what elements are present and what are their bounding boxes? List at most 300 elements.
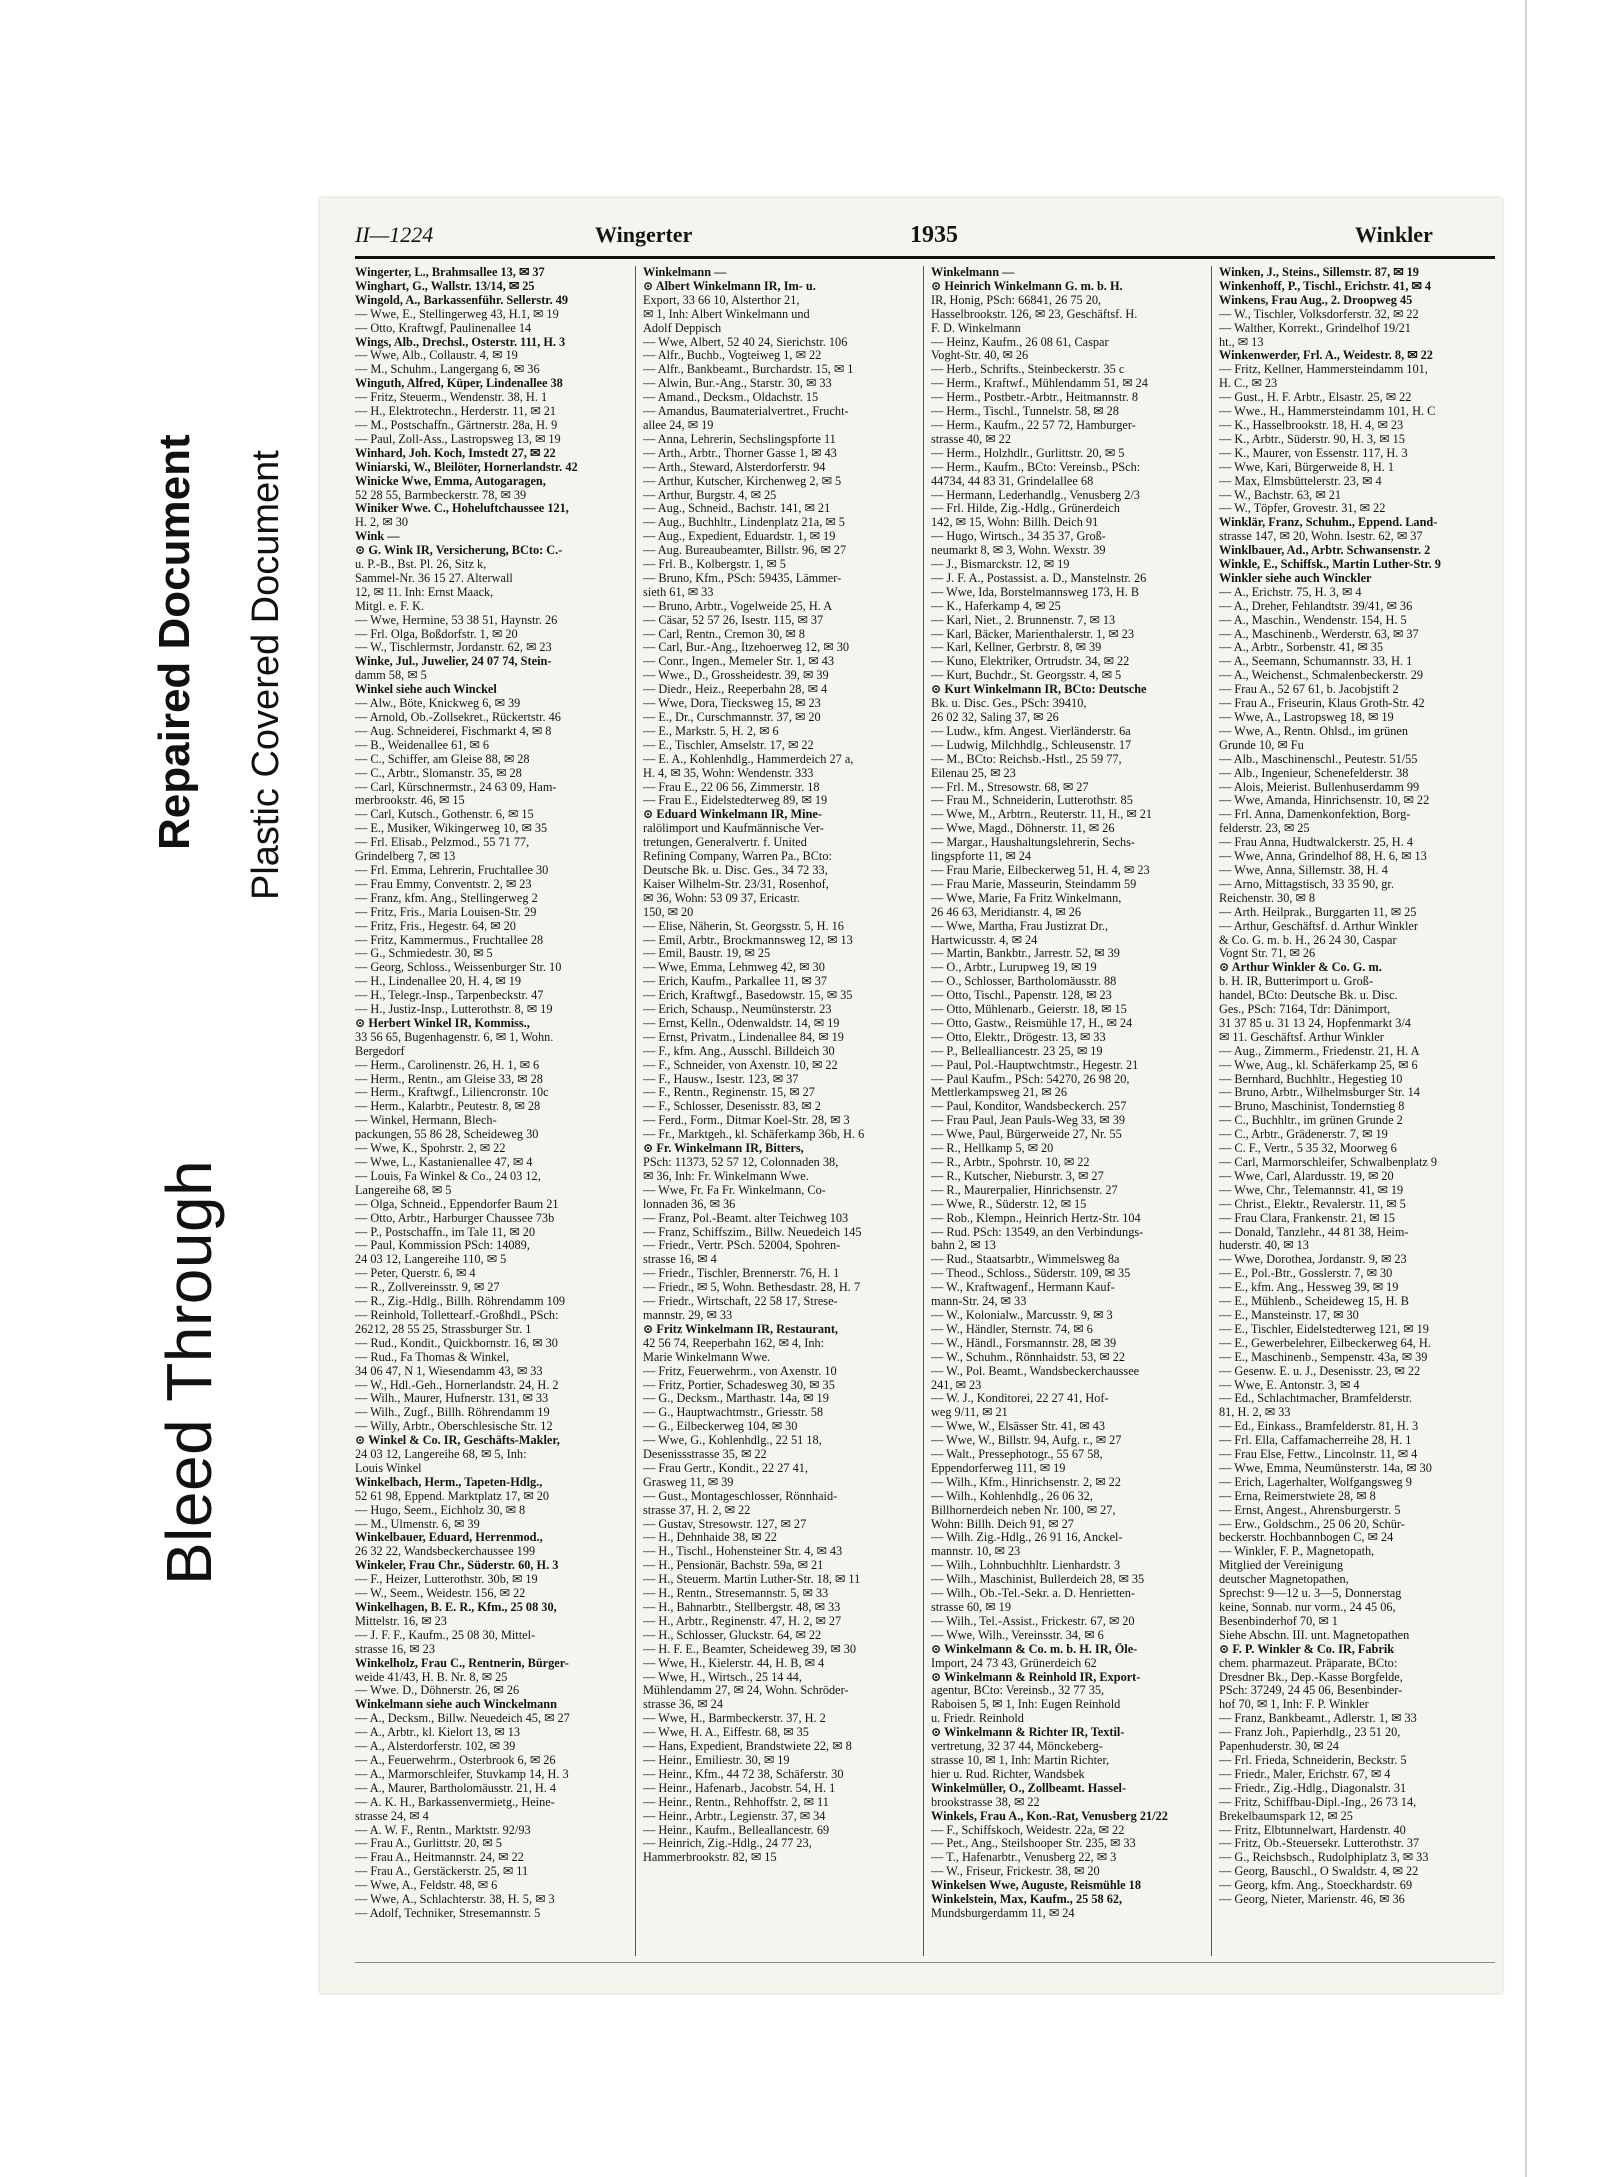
directory-entry-line: — H., Rentn., Stresemannstr. 5, ✉ 33 [643, 1587, 829, 1601]
directory-entry-line: 241, ✉ 23 [931, 1378, 982, 1392]
directory-entry-line: strasse 40, ✉ 22 [931, 432, 1011, 446]
directory-entry-line: allee 24, ✉ 19 [643, 418, 714, 432]
directory-entry-line: — H., Telegr.-Insp., Tarpenbeckstr. 47 [355, 989, 544, 1003]
directory-entry-line: — Fr., Marktgeh., kl. Schäferkamp 36b, H. 6 [643, 1128, 865, 1142]
directory-entry-line: — Wwe, H., Wirtsch., 25 14 44, [643, 1670, 802, 1684]
directory-entry-line: — Hans, Expedient, Brandstwiete 22, ✉ 8 [643, 1740, 852, 1754]
directory-entry-line: strasse 16, ✉ 23 [355, 1642, 435, 1656]
directory-entry-line: 42 56 74, Reeperbahn 162, ✉ 4, Inh: [643, 1336, 825, 1350]
directory-entry-line: — Frl. Ella, Caffamacherreihe 28, H. 1 [1219, 1434, 1412, 1448]
directory-entry-line: — G., Schmiedestr. 30, ✉ 5 [355, 947, 493, 961]
directory-entry-line: — Emil, Baustr. 19, ✉ 25 [643, 947, 771, 961]
directory-entry-line: Raboisen 5, ✉ 1, Inh: Eugen Reinhold [931, 1698, 1121, 1712]
directory-entry-line: 34 06 47, N 1, Wiesendamm 43, ✉ 33 [355, 1364, 543, 1378]
directory-entry-line: ⊙ G. Wink IR, Versicherung, BCto: C.- [355, 544, 563, 558]
directory-entry-line: Mittelstr. 16, ✉ 23 [355, 1614, 447, 1628]
directory-entry-line: ⊙ Arthur Winkler & Co. G. m. [1219, 961, 1382, 975]
page-edge [1525, 0, 1527, 2177]
directory-entry-line: — Erna, Reimerstwiete 28, ✉ 8 [1219, 1489, 1376, 1503]
directory-entry-line: mann-Str. 24, ✉ 33 [931, 1295, 1027, 1309]
directory-entry-line: 31 37 85 u. 31 13 24, Hopfenmarkt 3/4 [1219, 1016, 1411, 1030]
directory-entry-line: — Fritz, Feuerwehrm., von Axenstr. 10 [643, 1364, 837, 1378]
directory-entry-line: ⊙ Albert Winkelmann IR, Im- u. [643, 279, 816, 293]
directory-entry-line: — G., Decksm., Marthastr. 14a, ✉ 19 [643, 1392, 829, 1406]
directory-entry-line: Winiker Wwe. C., Hoheluftchaussee 121, [355, 502, 569, 516]
directory-entry-line: — Frau A., 52 67 61, b. Jacobjstift 2 [1219, 683, 1399, 697]
directory-entry-line: — Hermann, Lederhandlg., Venusberg 2/3 [931, 488, 1140, 502]
directory-entry-line: hof 70, ✉ 1, Inh: F. P. Winkler [1219, 1698, 1369, 1712]
directory-entry-line: keine, Sonnab. nur vorm., 24 45 06, [1219, 1601, 1396, 1614]
directory-entry-line: — Martin, Bankbtr., Jarrestr. 52, ✉ 39 [931, 947, 1120, 961]
directory-entry-line: Winkenwerder, Frl. A., Weidestr. 8, ✉ 22 [1219, 349, 1433, 363]
directory-entry-line: — Rob., Klempn., Heinrich Hertz-Str. 104 [931, 1211, 1141, 1225]
directory-entry-line: — Wwe, Emma, Lehmweg 42, ✉ 30 [643, 961, 825, 975]
plastic-covered-label: Plastic Covered Document [245, 450, 287, 900]
directory-entry-line: strasse 36, ✉ 24 [643, 1698, 723, 1712]
directory-entry-line: ✉ 1, Inh: Albert Winkelmann und [643, 307, 810, 321]
directory-entry-line: brookstrasse 38, ✉ 22 [931, 1795, 1040, 1809]
directory-entry-line: — Max, Elmsbüttelerstr. 23, ✉ 4 [1219, 474, 1382, 488]
directory-entry-line: — Hugo, Wirtsch., 34 35 37, Groß- [931, 530, 1106, 544]
directory-entry-line: — R., Maurerpalier, Hinrichsenstr. 27 [931, 1183, 1118, 1197]
directory-entry-line: — Anna, Lehrerin, Sechslingspforte 11 [643, 432, 836, 446]
directory-entry-line: 24 03 12, Langereihe 68, ✉ 5, Inh: [355, 1448, 527, 1462]
directory-entry-line: beckerstr. Hochbannbogen C, ✉ 24 [1219, 1531, 1394, 1545]
directory-entry-line: — Frl. Emma, Lehrerin, Fruchtallee 30 [355, 863, 549, 877]
directory-entry-line: — M., Ulmenstr. 6, ✉ 39 [355, 1517, 480, 1531]
directory-entry-line: 81, H. 2, ✉ 33 [1219, 1406, 1291, 1420]
directory-entry-line: Wohn: Billh. Deich 91, ✉ 27 [931, 1517, 1074, 1531]
directory-entry-line: — F., kfm. Ang., Ausschl. Billdeich 30 [643, 1044, 835, 1058]
directory-entry-line: — H., Schlosser, Gluckstr. 64, ✉ 22 [643, 1628, 822, 1642]
directory-entry-line: — Wwe, A., Lastropsweg 18, ✉ 19 [1219, 711, 1394, 724]
directory-entry-line: — M., Schuhm., Langergang 6, ✉ 36 [355, 363, 540, 377]
directory-entry-line: — Karl, Niet., 2. Brunnenstr. 7, ✉ 13 [931, 613, 1116, 627]
directory-entry-line: — Wwe. D., Döhnerstr. 26, ✉ 26 [355, 1684, 520, 1698]
directory-entry-line: — Winkler, F. P., Magnetopath, [1219, 1545, 1375, 1559]
directory-entry-line: — Heinr., Kaufm., Belleallancestr. 69 [643, 1823, 830, 1837]
directory-entry-line: — Alb., Maschinenschl., Peutestr. 51/55 [1219, 752, 1418, 766]
directory-entry-line: — Frau Gertr., Kondit., 22 27 41, [643, 1461, 808, 1475]
directory-entry-line: — Peter, Querstr. 6, ✉ 4 [355, 1267, 476, 1281]
directory-entry-line: — Arthur, Geschäftsf. d. Arthur Winkler [1219, 919, 1418, 933]
directory-entry-line: — Wwe, Wilh., Vereinsstr. 34, ✉ 6 [931, 1628, 1104, 1642]
directory-entry-line: — J., Bismarckstr. 12, ✉ 19 [931, 558, 1070, 572]
directory-entry-line: — Wwe, E., Stellingerweg 43, H.1, ✉ 19 [355, 307, 559, 321]
directory-entry-line: — Paul, Zoll-Ass., Lastropsweg 13, ✉ 19 [355, 432, 561, 446]
directory-entry-line: — Alw., Böte, Knickweg 6, ✉ 39 [355, 697, 521, 711]
directory-entry-line: ⊙ Fritz Winkelmann IR, Restaurant, [643, 1322, 838, 1336]
directory-entry-line: Vognt Str. 71, ✉ 26 [1219, 947, 1316, 961]
directory-entry-line: ⊙ Eduard Winkelmann IR, Mine- [643, 808, 822, 822]
directory-entry-line: Sammel-Nr. 36 15 27. Alterwall [355, 571, 513, 585]
directory-entry-line: — Wilh., Zugf., Billh. Röhrendamm 19 [355, 1406, 550, 1420]
directory-entry-line: — Wwe, E. Antonstr. 3, ✉ 4 [1219, 1378, 1360, 1392]
directory-entry-line: — Friedr., Wirtschaft, 22 58 17, Strese- [643, 1295, 838, 1309]
directory-entry-line: — Ed., Schlachtmacher, Bramfelderstr. [1219, 1392, 1413, 1406]
directory-entry-line: — Wwe, Anna, Grindelhof 88, H. 6, ✉ 13 [1219, 850, 1427, 864]
directory-entry-line: — Wilh., Ob.-Tel.-Sekr. a. D. Henrietten- [931, 1587, 1135, 1601]
directory-entry-line: — W., Bachstr. 63, ✉ 21 [1219, 488, 1342, 502]
directory-entry-line: — W., Töpfer, Grovestr. 31, ✉ 22 [1219, 502, 1386, 516]
directory-entry-line: huderstr. 40, ✉ 13 [1219, 1239, 1309, 1253]
directory-entry-line: — Fritz, Kellner, Hammersteindamm 101, [1219, 363, 1428, 377]
directory-entry-line: — K., Haferkamp 4, ✉ 25 [931, 599, 1061, 613]
directory-entry-line: — Wwe, R., Süderstr. 12, ✉ 15 [931, 1197, 1087, 1211]
directory-entry-line: — Wwe, A., Feldstr. 48, ✉ 6 [355, 1879, 498, 1893]
directory-entry-line: Winke, Jul., Juwelier, 24 07 74, Stein- [355, 655, 552, 669]
directory-entry-line: — Arthur, Burgstr. 4, ✉ 25 [643, 488, 777, 502]
directory-entry-line: — A., Arbtr., Sorbenstr. 41, ✉ 35 [1219, 641, 1384, 655]
directory-entry-line: — Carl, Kutsch., Gothenstr. 6, ✉ 15 [355, 808, 534, 822]
directory-entry-line: H. 2, ✉ 30 [355, 516, 409, 530]
directory-entry-line: tretungen, Generalvertr. f. United [643, 836, 807, 850]
directory-entry-line: — Herm., Kraftwgf., Liliencronstr. 10c [355, 1086, 549, 1100]
directory-entry-line: — Wwe, Dora, Tiecksweg 15, ✉ 23 [643, 697, 821, 711]
directory-entry-line: — E., Markstr. 5, H. 2, ✉ 6 [643, 724, 779, 738]
directory-entry-line: — Wwe, Alb., Collaustr. 4, ✉ 19 [355, 349, 518, 363]
directory-entry-line: — Frl. Elisab., Pelzmod., 55 71 77, [355, 836, 530, 850]
directory-entry-line: — Wwe, H. A., Eiffestr. 68, ✉ 35 [643, 1726, 809, 1740]
directory-entry-line: — Wwe, Aug., kl. Schäferkamp 25, ✉ 6 [1219, 1058, 1418, 1072]
directory-entry-line: H. C., ✉ 23 [1219, 377, 1278, 391]
directory-entry-line: — Wwe., H., Hammersteindamm 101, H. C [1219, 405, 1436, 419]
directory-entry-line: — W., Friseur, Frickestr. 38, ✉ 20 [931, 1865, 1100, 1879]
directory-entry-line: Adolf Deppisch [643, 321, 722, 335]
directory-entry-line: — Wwe, Hermine, 53 38 51, Haynstr. 26 [355, 613, 558, 627]
directory-entry-line: F. D. Winkelmann [931, 321, 1021, 335]
directory-entry-line: Winkler siehe auch Winckler [1219, 571, 1372, 585]
directory-entry-line: — H., Lindenallee 20, H. 4, ✉ 19 [355, 975, 522, 989]
directory-entry-line: 150, ✉ 20 [643, 905, 694, 919]
directory-entry-line: Hasselbrookstr. 126, ✉ 23, Geschäftsf. H. [931, 307, 1138, 321]
directory-entry-line: — Erich, Schausp., Neumünsterstr. 23 [643, 1003, 832, 1017]
directory-entry-line: Winken, J., Steins., Sillemstr. 87, ✉ 19 [1219, 266, 1419, 279]
directory-entry-line: — J. F. A., Postassist. a. D., Manstelnstr. 26 [931, 571, 1147, 585]
directory-entry-line: — Karl, Kellner, Gerbrstr. 8, ✉ 39 [931, 641, 1102, 655]
directory-entry-line: — E., kfm. Ang., Hessweg 39, ✉ 19 [1219, 1281, 1399, 1295]
directory-entry-line: — Diedr., Heiz., Reeperbahn 28, ✉ 4 [643, 683, 828, 697]
directory-entry-line: 52 61 98, Eppend. Marktplatz 17, ✉ 20 [355, 1489, 550, 1503]
directory-entry-line: — A., Seemann, Schumannstr. 33, H. 1 [1219, 655, 1413, 669]
directory-entry-line: 142, ✉ 15, Wohn: Billh. Deich 91 [931, 516, 1099, 530]
directory-entry-line: — E., Pol.-Btr., Gosslerstr. 7, ✉ 30 [1219, 1267, 1393, 1281]
directory-entry-line: Winguth, Alfred, Küper, Lindenallee 38 [355, 377, 563, 391]
directory-entry-line: — Carl, Bur.-Ang., Itzehoerweg 12, ✉ 30 [643, 641, 849, 655]
directory-entry-line: Bk. u. Disc. Ges., PSch: 39410, [931, 697, 1087, 711]
directory-entry-line: sieth 61, ✉ 33 [643, 585, 714, 599]
directory-entry-line: strasse 147, ✉ 20, Wohn. Isestr. 62, ✉ 37 [1219, 530, 1423, 544]
directory-entry-line: — Wwe, W., Elsässer Str. 41, ✉ 43 [931, 1420, 1106, 1434]
directory-entry-line: — Bruno, Maschinist, Tondernstieg 8 [1219, 1100, 1405, 1114]
directory-entry-line: ht., ✉ 13 [1219, 335, 1264, 349]
directory-entry-line: — Walt., Pressephotogr., 55 67 58, [931, 1448, 1103, 1462]
directory-entry-line: weide 41/43, H. B. Nr. 8, ✉ 25 [355, 1670, 508, 1684]
directory-entry-line: Mitgl. e. F. K. [355, 599, 425, 613]
directory-entry-line: — Conr., Ingen., Memeler Str. 1, ✉ 43 [643, 655, 834, 669]
directory-entry-line: — K., Arbtr., Süderstr. 90, H. 3, ✉ 15 [1219, 432, 1405, 446]
directory-entry-line: Winghart, G., Wallstr. 13/14, ✉ 25 [355, 279, 535, 293]
directory-entry-line: — B., Weidenallee 61, ✉ 6 [355, 738, 490, 752]
directory-entry-line: — Aug. Schneiderei, Fischmarkt 4, ✉ 8 [355, 724, 552, 738]
directory-entry-line: — Herm., Holzhdlr., Gurlittstr. 20, ✉ 5 [931, 446, 1125, 460]
directory-entry-line: — Frau A., Heitmannstr. 24, ✉ 22 [355, 1851, 524, 1865]
directory-entry-line: H. 4, ✉ 35, Wohn: Wendenstr. 333 [643, 766, 814, 780]
directory-entry-line: — Arno, Mittagstisch, 33 35 90, gr. [1219, 877, 1394, 891]
directory-entry-line: Eilenau 25, ✉ 23 [931, 766, 1016, 780]
directory-entry-line: — Aug., Expedient, Eduardstr. 1, ✉ 19 [643, 530, 836, 544]
directory-entry-line: — Carl, Kürschnermstr., 24 63 09, Ham- [355, 780, 557, 794]
directory-entry-line: — Wwe, M., Arbtrn., Reuterstr. 11, H., ✉ 21 [931, 808, 1153, 822]
directory-entry-line: Mundsburgerdamm 11, ✉ 24 [931, 1906, 1075, 1920]
directory-entry-line: — W., Tischler, Volksdorferstr. 32, ✉ 22 [1219, 307, 1419, 321]
directory-entry-line: — Carl, Rentn., Cremon 30, ✉ 8 [643, 627, 805, 641]
directory-entry-line: — G., Eilbeckerweg 104, ✉ 30 [643, 1420, 798, 1434]
directory-entry-line: — Frau A., Gerstäckerstr. 25, ✉ 11 [355, 1865, 529, 1879]
directory-entry-line: b. H. IR, Butterimport u. Groß- [1219, 975, 1374, 989]
directory-entry-line: — E., Dr., Curschmannstr. 37, ✉ 20 [643, 711, 821, 724]
directory-entry-line: — Aug. Bureaubeamter, Billstr. 96, ✉ 27 [643, 544, 847, 558]
directory-entry-line: — Erich, Lagerhalter, Wolfgangsweg 9 [1219, 1475, 1412, 1489]
directory-entry-line: Winiarski, W., Bleilöter, Hornerlandstr. 42 [355, 460, 578, 474]
directory-entry-line: — Otto, Gastw., Reismühle 17, H., ✉ 24 [931, 1016, 1133, 1030]
directory-entry-line: — H., Pensionär, Bachstr. 59a, ✉ 21 [643, 1559, 824, 1573]
directory-entry-line: — Wwe, L., Kastanienallee 47, ✉ 4 [355, 1156, 533, 1169]
directory-entry-line: strasse 24, ✉ 4 [355, 1809, 429, 1823]
directory-entry-line: — A., Dreher, Fehlandtstr. 39/41, ✉ 36 [1219, 599, 1413, 613]
directory-entry-line: — Frau E., Eidelstedterweg 89, ✉ 19 [643, 794, 828, 808]
directory-entry-line: & Co. G. m. b. H., 26 24 30, Caspar [1219, 933, 1397, 947]
directory-entry-line: — Wwe, H., Barmbeckerstr. 37, H. 2 [643, 1712, 826, 1726]
directory-entry-line: Winkel siehe auch Winckel [355, 683, 497, 697]
directory-entry-line: Besenbinderhof 70, ✉ 1 [1219, 1614, 1338, 1628]
directory-column-3 [931, 266, 1203, 1956]
directory-entry-line: — Wwe, A., Schlachterstr. 38, H. 5, ✉ 3 [355, 1893, 555, 1907]
directory-entry-line: — Arnold, Ob.-Zollsekret., Rückertstr. 46 [355, 711, 561, 724]
directory-entry-line: — Friedr., Maler, Erichstr. 67, ✉ 4 [1219, 1767, 1391, 1781]
directory-entry-line: — Frl. Olga, Boßdorfstr. 1, ✉ 20 [355, 627, 518, 641]
directory-entry-line: — Aug., Schneid., Bachstr. 141, ✉ 21 [643, 502, 831, 516]
directory-entry-line: — Gustav, Stresowstr. 127, ✉ 27 [643, 1517, 807, 1531]
directory-entry-line: Dresdner Bk., Dep.-Kasse Borgfelde, [1219, 1670, 1403, 1684]
directory-entry-line: — Otto, Elektr., Drögestr. 13, ✉ 33 [931, 1030, 1106, 1044]
directory-entry-line: strasse 60, ✉ 19 [931, 1601, 1011, 1614]
directory-entry-line: Wingold, A., Barkassenführ. Sellerstr. 49 [355, 293, 569, 307]
directory-entry-line: — Wwe, H., Kielerstr. 44, H. B, ✉ 4 [643, 1656, 825, 1670]
directory-entry-line: 26 32 22, Wandsbeckerchaussee 199 [355, 1545, 536, 1559]
directory-entry-line: — Ernst, Kelln., Odenwaldstr. 14, ✉ 19 [643, 1016, 840, 1030]
directory-entry-line: mannstr. 10, ✉ 23 [931, 1545, 1021, 1559]
directory-entry-line: — Frl. M., Stresowstr. 68, ✉ 27 [931, 780, 1089, 794]
directory-entry-line: — Fritz, Fris., Maria Louisen-Str. 29 [355, 905, 537, 919]
directory-entry-line: — T., Hafenarbtr., Venusberg 22, ✉ 3 [931, 1851, 1117, 1865]
directory-entry-line: 12, ✉ 11. Inh: Ernst Maack, [355, 585, 494, 599]
directory-entry-line: — Bruno, Arbtr., Wilhelmsburger Str. 14 [1219, 1086, 1420, 1100]
directory-entry-line: — Wilh., Maurer, Hufnerstr. 131, ✉ 33 [355, 1392, 549, 1406]
directory-entry-line: Kaiser Wilhelm-Str. 23/31, Rosenhof, [643, 877, 829, 891]
directory-entry-line: — Wwe, Amanda, Hinrichsenstr. 10, ✉ 22 [1219, 794, 1430, 808]
page-header [355, 222, 1495, 250]
directory-entry-line: Sprechst: 9—12 u. 3—5, Donnerstag [1219, 1587, 1402, 1601]
directory-entry-line: chem. pharmazeut. Präparate, BCto: [1219, 1656, 1398, 1670]
directory-entry-line: — O., Arbtr., Lurupweg 19, ✉ 19 [931, 961, 1097, 975]
directory-entry-line: IR, Honig, PSch: 66841, 26 75 20, [931, 293, 1102, 307]
directory-entry-line: — Georg, Schloss., Weissenburger Str. 10 [355, 961, 562, 975]
directory-entry-line: — Wwe, K., Spohrstr. 2, ✉ 22 [355, 1142, 506, 1156]
directory-entry-line: Winkelstein, Max, Kaufm., 25 58 62, [931, 1893, 1123, 1907]
directory-entry-line: — Arth. Heilprak., Burggarten 11, ✉ 25 [1219, 905, 1417, 919]
directory-entry-line: ⊙ Winkel & Co. IR, Geschäfts-Makler, [355, 1434, 560, 1448]
directory-entry-line: — W., Kraftwagenf., Hermann Kauf- [931, 1281, 1115, 1295]
directory-entry-line: Papenhuderstr. 30, ✉ 24 [1219, 1740, 1339, 1754]
directory-entry-line: — Frau A., Gurlittstr. 20, ✉ 5 [355, 1837, 502, 1851]
directory-entry-line: Desenissstrasse 35, ✉ 22 [643, 1448, 767, 1462]
directory-entry-line: — E. A., Kohlenhdlg., Hammerdeich 27 a, [643, 752, 854, 766]
directory-entry-line: — Wilh. Zig.-Hdlg., 26 91 16, Anckel- [931, 1531, 1123, 1545]
directory-entry-line: — C., Schiffer, am Gleise 88, ✉ 28 [355, 752, 530, 766]
directory-entry-line: — W., Seem., Weidestr. 156, ✉ 22 [355, 1587, 526, 1601]
directory-entry-line: — Heinr., Arbtr., Legienstr. 37, ✉ 34 [643, 1809, 826, 1823]
directory-entry-line: — Paul, Konditor, Wandsbeckerch. 257 [931, 1100, 1127, 1114]
directory-entry-line: — Fritz, Schiffbau-Dipl.-Ing., 26 73 14, [1219, 1795, 1417, 1809]
directory-entry-line: Export, 33 66 10, Alsterthor 21, [643, 293, 800, 307]
directory-entry-line: — Herm., Tischl., Tunnelstr. 58, ✉ 28 [931, 405, 1119, 419]
directory-entry-line: — Wwe, G., Kohlenhdlg., 22 51 18, [643, 1434, 822, 1448]
directory-entry-line: — Fritz, Kammermus., Fruchtallee 28 [355, 933, 544, 947]
directory-entry-line: Winkelmann — [931, 266, 1015, 279]
directory-entry-line: — W., Kolonialw., Marcusstr. 9, ✉ 3 [931, 1308, 1113, 1322]
directory-entry-line: — Wwe., D., Grossheidestr. 39, ✉ 39 [643, 669, 829, 683]
directory-entry-line: — E., Maschinenb., Sempenstr. 43a, ✉ 39 [1219, 1350, 1428, 1364]
header-rule [355, 256, 1495, 259]
directory-entry-line: — H., Elektrotechn., Herderstr. 11, ✉ 21 [355, 405, 557, 419]
directory-entry-line: — Ludw., kfm. Angest. Vierländerstr. 6a [931, 724, 1131, 738]
directory-entry-line: strasse 37, H. 2, ✉ 22 [643, 1503, 751, 1517]
directory-entry-line: Winkle, E., Schiffsk., Martin Luther-Str. 9 [1219, 558, 1441, 572]
directory-entry-line: — Erich, Kraftwgf., Basedowstr. 15, ✉ 35 [643, 989, 853, 1003]
directory-entry-line: — A., Decksm., Billw. Neuedeich 45, ✉ 27 [355, 1712, 570, 1726]
directory-entry-line: — Heinr., Kfm., 44 72 38, Schäferstr. 30 [643, 1767, 844, 1781]
directory-entry-line: merbrookstr. 46, ✉ 15 [355, 794, 465, 808]
directory-entry-line: — Rud., Kondit., Quickbornstr. 16, ✉ 30 [355, 1336, 558, 1350]
directory-entry-line: neumarkt 8, ✉ 3, Wohn. Wexstr. 39 [931, 544, 1106, 558]
directory-entry-line: Wingerter, L., Brahmsallee 13, ✉ 37 [355, 266, 545, 279]
directory-entry-line: — Heinrich, Zig.-Hdlg., 24 77 23, [643, 1837, 812, 1851]
directory-entry-line: — Frl. B., Kolbergstr. 1, ✉ 5 [643, 558, 786, 572]
directory-entry-line: — H., Arbtr., Reginenstr. 47, H. 2, ✉ 27 [643, 1614, 842, 1628]
directory-entry-line: Hartwicusstr. 4, ✉ 24 [931, 933, 1038, 947]
directory-entry-line: Louis Winkel [355, 1461, 422, 1475]
directory-entry-line: — K., Hasselbrookstr. 18, H. 4, ✉ 23 [1219, 418, 1404, 432]
directory-entry-line: strasse 10, ✉ 1, Inh: Martin Richter, [931, 1753, 1110, 1767]
directory-entry-line: lingspforte 11, ✉ 24 [931, 850, 1032, 864]
directory-entry-line: — Friedr., Vertr. PSch. 52004, Spohren- [643, 1239, 841, 1253]
directory-entry-line: — A., Alsterdorferstr. 102, ✉ 39 [355, 1740, 516, 1754]
directory-entry-line: — H., Tischl., Hohensteiner Str. 4, ✉ 43 [643, 1545, 843, 1559]
directory-entry-line: — Georg, Nieter, Marienstr. 46, ✉ 36 [1219, 1893, 1405, 1907]
directory-entry-line: — Fritz, Fris., Hegestr. 64, ✉ 20 [355, 919, 516, 933]
directory-entry-line: — Aug., Zimmerm., Friedenstr. 21, H. A [1219, 1044, 1420, 1058]
directory-entry-line: — Friedr., ✉ 5, Wohn. Bethesdastr. 28, H. 7 [643, 1281, 861, 1295]
directory-entry-line: — Rud., Staatsarbtr., Wimmelsweg 8a [931, 1253, 1120, 1267]
directory-column-4 [1219, 266, 1495, 1956]
directory-entry-line: — Donald, Tanzlehr., 44 81 38, Heim- [1219, 1225, 1409, 1239]
directory-entry-line: — Amandus, Baumaterialvertret., Frucht- [643, 405, 849, 419]
directory-entry-line: — Wilh., Maschinist, Bullerdeich 28, ✉ 35 [931, 1573, 1145, 1587]
directory-entry-line: — A., Feuerwehrm., Osterbrook 6, ✉ 26 [355, 1753, 556, 1767]
directory-entry-line: — Herm., Carolinenstr. 26, H. 1, ✉ 6 [355, 1058, 540, 1072]
directory-entry-line: — Aug., Buchhltr., Lindenplatz 21a, ✉ 5 [643, 516, 845, 530]
directory-entry-line: — C., Arbtr., Slomanstr. 35, ✉ 28 [355, 766, 522, 780]
directory-entry-line: — Frau Else, Fettw., Lincolnstr. 11, ✉ 4 [1219, 1448, 1418, 1462]
directory-entry-line: u. Friedr. Reinhold [931, 1712, 1024, 1726]
directory-entry-line: — Franz, Bankbeamt., Adlerstr. 1, ✉ 33 [1219, 1712, 1417, 1726]
footer-rule [355, 1962, 1495, 1963]
directory-entry-line: Winklbauer, Ad., Arbtr. Schwansenstr. 2 [1219, 544, 1431, 558]
directory-entry-line: packungen, 55 86 28, Scheideweg 30 [355, 1128, 539, 1142]
directory-entry-line: — Christ., Elektr., Revalerstr. 11, ✉ 5 [1219, 1197, 1406, 1211]
directory-entry-line: — F., Schiffskoch, Weidestr. 22a, ✉ 22 [931, 1823, 1125, 1837]
directory-entry-line: — Franz, kfm. Ang., Stellingerweg 2 [355, 891, 538, 905]
directory-entry-line: — F., Schlosser, Desenisstr. 83, ✉ 2 [643, 1100, 821, 1114]
directory-entry-line: — A., Maurer, Bartholomäusstr. 21, H. 4 [355, 1781, 557, 1795]
directory-entry-line: — Carl, Marmorschleifer, Schwalbenplatz 9 [1219, 1156, 1438, 1169]
directory-entry-line: Grindelberg 7, ✉ 13 [355, 850, 456, 864]
page-number: II—1224 [355, 222, 434, 247]
directory-entry-line: Grasweg 11, ✉ 39 [643, 1475, 734, 1489]
directory-entry-line: — Wwe, Albert, 52 40 24, Sierichstr. 106 [643, 335, 848, 349]
directory-entry-line: — F., Hausw., Isestr. 123, ✉ 37 [643, 1072, 799, 1086]
directory-entry-line: — A., Arbtr., kl. Kielort 13, ✉ 13 [355, 1726, 521, 1740]
directory-entry-line: — Wilh., Lohnbuchhltr. Lienhardstr. 3 [931, 1559, 1121, 1573]
directory-entry-line: — P., Postschaffn., im Tale 11, ✉ 20 [355, 1225, 536, 1239]
directory-entry-line: — Fritz, Ob.-Steuersekr. Lutterothstr. 37 [1219, 1837, 1420, 1851]
repaired-document-label: Repaired Document [150, 434, 199, 850]
directory-entry-line: bahn 2, ✉ 13 [931, 1239, 996, 1253]
directory-entry-line: ralölimport und Kaufmännische Ver- [643, 822, 824, 836]
directory-entry-line: — R., Kutscher, Nieburstr. 3, ✉ 27 [931, 1169, 1104, 1183]
directory-entry-line: — Ed., Einkass., Bramfelderstr. 81, H. 3 [1219, 1420, 1419, 1434]
directory-entry-line: — Alwin, Bur.-Ang., Starstr. 30, ✉ 33 [643, 377, 832, 391]
directory-entry-line: Winkenhoff, P., Tischl., Erichstr. 41, ✉ 4 [1219, 279, 1431, 293]
directory-entry-line: — Paul, Pol.-Hauptwchtmstr., Hegestr. 21 [931, 1058, 1139, 1072]
directory-column-2 [643, 266, 915, 1956]
column-divider [635, 266, 636, 1956]
directory-entry-line: — Adolf, Techniker, Stresemannstr. 5 [355, 1906, 541, 1920]
directory-entry-line: — Wwe, Dorothea, Jordanstr. 9, ✉ 23 [1219, 1253, 1407, 1267]
directory-entry-line: — Ferd., Form., Ditmar Koel-Str. 28, ✉ 3 [643, 1114, 850, 1128]
directory-entry-line: handel, BCto: Deutsche Bk. u. Disc. [1219, 989, 1398, 1003]
directory-entry-line: weg 9/11, ✉ 21 [931, 1406, 1008, 1420]
directory-entry-line: — Frl. Frieda, Schneiderin, Beckstr. 5 [1219, 1753, 1407, 1767]
directory-entry-line: — M., BCto: Reichsb.-Hstl., 25 59 77, [931, 752, 1122, 766]
directory-entry-line: — Gesenw. E. u. J., Desenisstr. 23, ✉ 22 [1219, 1364, 1421, 1378]
directory-entry-line: — Frau M., Schneiderin, Lutterothstr. 85 [931, 794, 1133, 808]
directory-entry-line: — Arthur, Kutscher, Kirchenweg 2, ✉ 5 [643, 474, 842, 488]
directory-entry-line: PSch: 37249, 24 45 06, Besenbinder- [1219, 1684, 1403, 1698]
directory-entry-line: — E., Tischler, Amselstr. 17, ✉ 22 [643, 738, 814, 752]
directory-entry-line: — R., Arbtr., Spohrstr. 10, ✉ 22 [931, 1156, 1090, 1169]
directory-entry-line: Winkelsen Wwe, Auguste, Reismühle 18 [931, 1879, 1141, 1893]
directory-entry-line: — Alb., Ingenieur, Schenefelderstr. 38 [1219, 766, 1409, 780]
directory-entry-line: — Heinr., Hafenarb., Jacobstr. 54, H. 1 [643, 1781, 836, 1795]
directory-entry-line: — Georg, Bauschl., O Swaldstr. 4, ✉ 22 [1219, 1865, 1419, 1879]
directory-entry-line: — Theod., Schloss., Süderstr. 109, ✉ 35 [931, 1267, 1131, 1281]
directory-entry-line: — F., Rentn., Reginenstr. 15, ✉ 27 [643, 1086, 815, 1100]
directory-entry-line: — W., Pol. Beamt., Wandsbeckerchaussee [931, 1364, 1140, 1378]
directory-entry-line: — Wwe, Emma, Neumünsterstr. 14a, ✉ 30 [1219, 1461, 1432, 1475]
directory-entry-line: — Winkel, Hermann, Blech- [355, 1114, 497, 1128]
